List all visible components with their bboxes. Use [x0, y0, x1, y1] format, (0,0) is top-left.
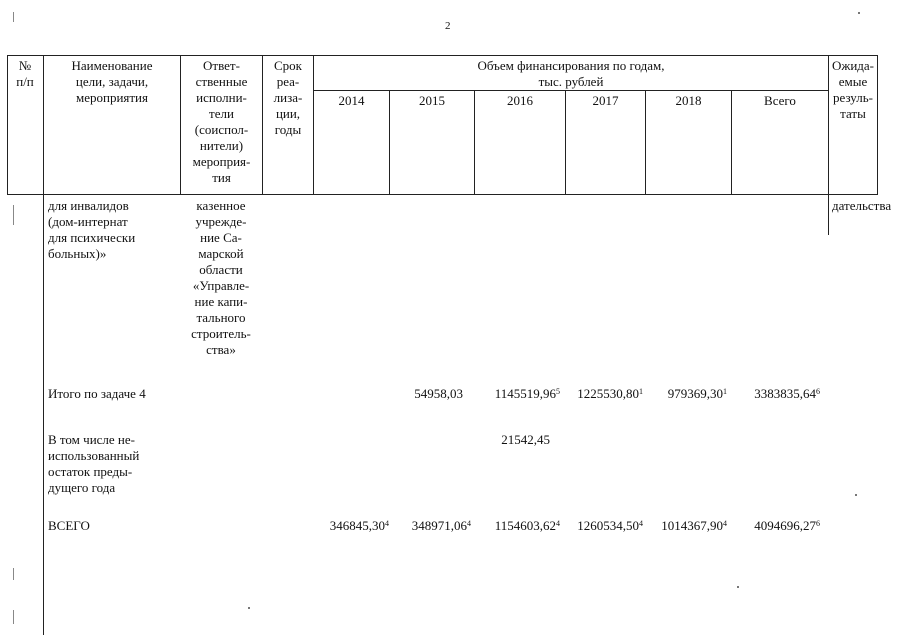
header-year-2017: 2017 [592, 93, 619, 108]
row-grand-total-total: 4094696,27$^6$ [754, 518, 820, 533]
margin-mark [13, 610, 14, 624]
page-number: 2 [445, 20, 451, 32]
header-col-responsible: Ответ- ственные исполни- тели (соиспол- нители) мероприя- тия [192, 58, 251, 185]
continued-result-cell: дательства [832, 198, 892, 213]
margin-mark [13, 205, 14, 225]
margin-mark [13, 12, 14, 22]
scan-speck [737, 586, 739, 588]
header-col-number: № п/п [16, 58, 34, 89]
row-total-task4-2016: 1145519,96$^5$ [494, 386, 560, 401]
row-grand-total-2018: 1014367,90$^4$ [661, 518, 727, 533]
header-year-2015: 2015 [419, 93, 445, 108]
scan-speck [248, 607, 250, 609]
header-year-total: Всего [764, 93, 796, 108]
continued-name-cell: для инвалидов (дом-интернат для психически больных)» [48, 198, 136, 261]
years-rule [313, 90, 828, 91]
row-grand-total-label: ВСЕГО [48, 518, 90, 533]
header-year-2018: 2018 [675, 93, 702, 108]
row-grand-total-2017: 1260534,50$^4$ [577, 518, 643, 533]
continued-responsible-cell: казенное учрежде- ние Са- марской области «Управле- ние капи- тального строитель- ства» [191, 198, 251, 357]
row-grand-total-2016: 1154603,62$^4$ [494, 518, 560, 533]
header-col-term: Срок реа- лиза- ции, годы [273, 58, 303, 137]
header-col-result: Ожида- емые резуль- таты [831, 58, 875, 121]
header-year-2016: 2016 [507, 93, 533, 108]
header-col-name: Наименование цели, задачи, мероприятия [71, 58, 153, 105]
row-total-task4-2017: 1225530,80$^1$ [577, 386, 643, 401]
header-bottom-rule [7, 194, 877, 195]
row-grand-total-2015: 348971,06$^4$ [411, 518, 471, 533]
scan-speck [855, 494, 857, 496]
row-total-task4-total: 3383835,64$^6$ [754, 386, 820, 401]
header-col-financing: Объем финансирования по годам, тыс. рублей [477, 58, 665, 89]
margin-mark [13, 568, 14, 580]
scan-speck [858, 12, 860, 14]
row-total-task4-2015: 54958,03 [414, 386, 463, 401]
row-total-task4-2018: 979369,30$^1$ [667, 386, 727, 401]
header-top-rule [7, 55, 877, 56]
row-grand-total-2014: 346845,30$^4$ [329, 518, 389, 533]
row-total-task4-label: Итого по задаче 4 [48, 386, 146, 401]
row-unused-balance-label: В том числе не- использованный остаток преды- дущего года [48, 432, 140, 495]
row-unused-balance-2016: 21542,45 [501, 432, 550, 447]
header-year-2014: 2014 [338, 93, 365, 108]
